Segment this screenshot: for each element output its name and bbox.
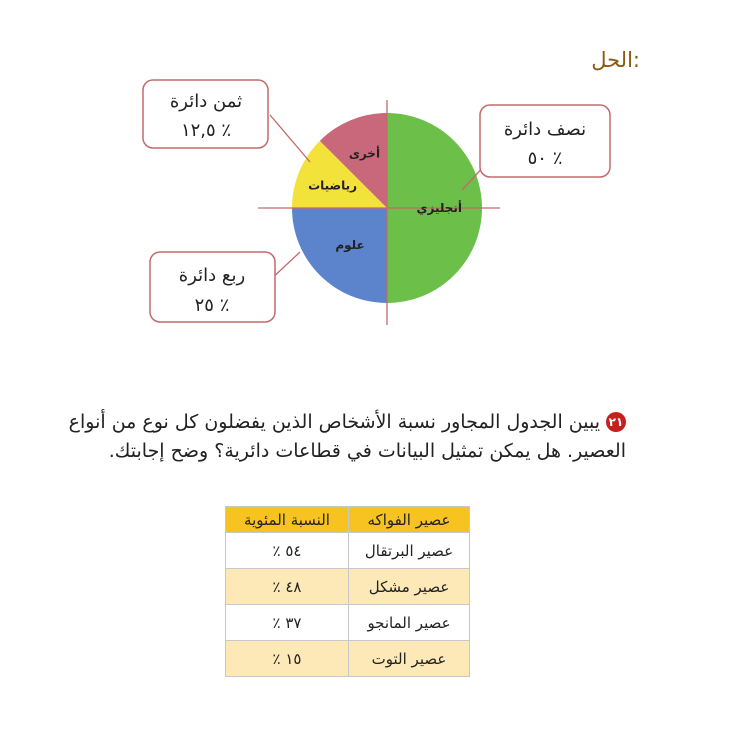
callout-quarter-line2: ٢٥ ٪ xyxy=(194,295,230,316)
callout-half-line2: ٥٠ ٪ xyxy=(527,148,563,169)
callout-eighth-line1: ثمن دائرة xyxy=(169,91,243,112)
table-row xyxy=(226,533,470,569)
table-header-juice: عصير الفواكه xyxy=(349,507,470,533)
callout-eighth xyxy=(143,80,310,162)
table-cell-juice: عصير البرتقال xyxy=(349,533,470,569)
callout-half-line1: نصف دائرة xyxy=(503,119,587,140)
table-row xyxy=(226,569,470,605)
callout-half xyxy=(462,105,610,190)
table-cell-juice: عصير مشكل xyxy=(349,569,470,605)
pie-slice-label: أخرى xyxy=(348,146,381,161)
pie-slice-label: رياضيات xyxy=(308,178,358,193)
table-cell-percent: ١٥ ٪ xyxy=(226,641,349,677)
pie-slice xyxy=(292,208,387,303)
table-cell-percent: ٣٧ ٪ xyxy=(226,605,349,641)
solution-label: الحل: xyxy=(591,48,640,72)
table-header-percent: النسبة المئوية xyxy=(226,507,349,533)
pie-slice-label: علوم xyxy=(335,237,365,252)
juice-table xyxy=(225,506,470,677)
table-row xyxy=(226,605,470,641)
question-number-badge: ٢١ xyxy=(606,412,626,432)
table-row xyxy=(226,641,470,677)
question-text: يبين الجدول المجاور نسبة الأشخاص الذين يفضلون كل نوع من أنواع العصير. هل يمكن تمثيل البيانات في قطاعات دائرية؟ وضح إجابتك. xyxy=(68,411,626,462)
table-cell-percent: ٤٨ ٪ xyxy=(226,569,349,605)
callout-quarter-line1: ربع دائرة xyxy=(178,265,246,286)
pie-slice-label: أنجليزي xyxy=(416,201,463,215)
table-cell-juice: عصير التوت xyxy=(349,641,470,677)
callout-eighth-line2: ١٢,٥ ٪ xyxy=(180,120,232,141)
table-cell-juice: عصير المانجو xyxy=(349,605,470,641)
question-block xyxy=(26,408,626,466)
table-cell-percent: ٥٤ ٪ xyxy=(226,533,349,569)
callout-quarter xyxy=(150,252,300,322)
table-header-row xyxy=(226,507,470,533)
